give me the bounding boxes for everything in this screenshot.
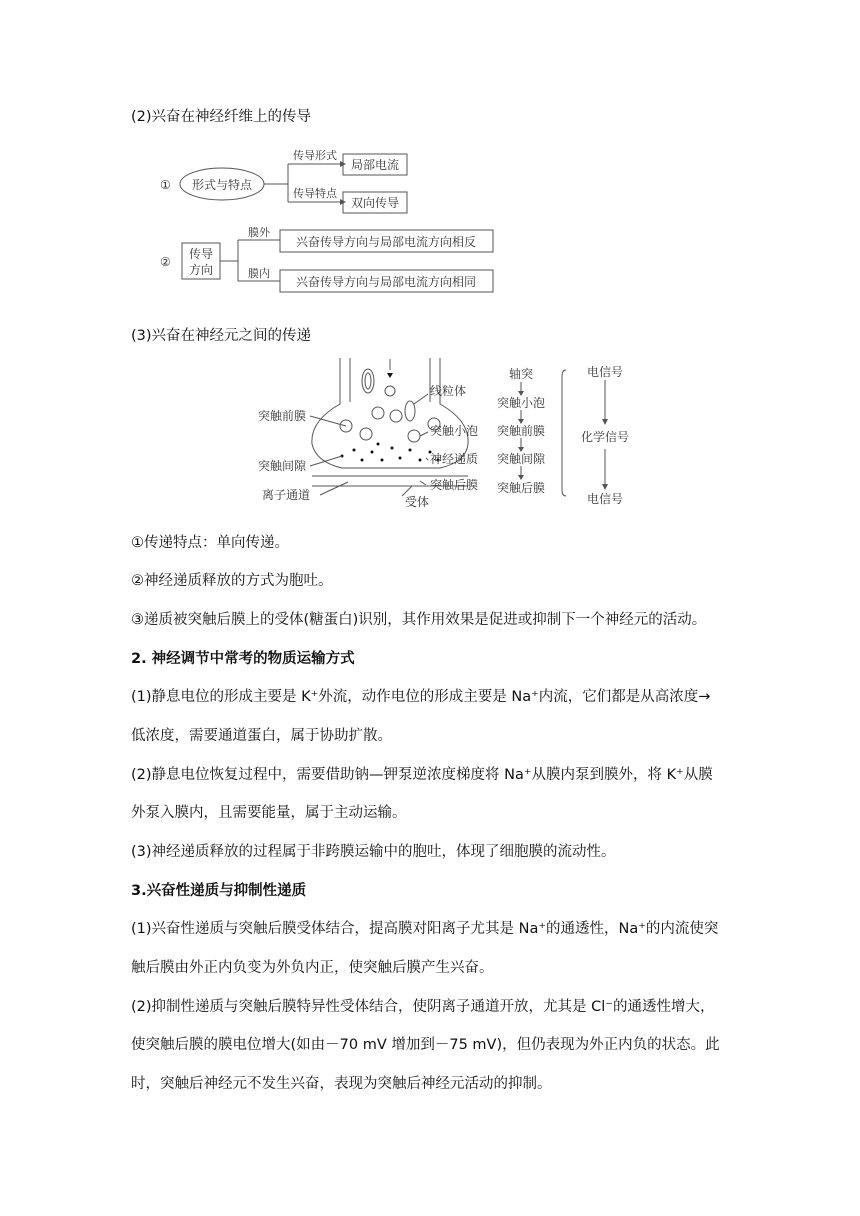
chain-postsynaptic: 突触后膜 — [496, 481, 546, 495]
diagram1-box-opposite: 兴奋传导方向与局部电流方向相反 — [295, 235, 477, 249]
diagram1-box-same: 兴奋传导方向与局部电流方向相同 — [295, 275, 477, 289]
synapse-label-presynaptic: 突触前膜 — [258, 409, 307, 423]
paragraph-trait: ①传递特点：单向传递。 — [131, 535, 289, 551]
diagram1-num-2: ② — [160, 255, 171, 269]
chain-cleft: 突触间隙 — [496, 452, 546, 466]
paragraph-receptor: ③递质被突触后膜上的受体(糖蛋白)识别，其作用效果是促进或抑制下一个神经元的活动。 — [131, 612, 707, 628]
paragraph-inhibitory-2: 使突触后膜的膜电位增大(如由－70 mV 增加到－75 mV)，但仍表现为外正内负的状态。此 — [131, 1037, 720, 1053]
synapse-label-receptor: 受体 — [405, 495, 430, 509]
diagram1-num-1: ① — [160, 178, 171, 192]
diagram1-edge-outside: 膜外 — [248, 226, 270, 239]
synapse-label-cleft: 突触间隙 — [258, 459, 307, 473]
signal-electrical-2: 电信号 — [586, 492, 624, 506]
paragraph-inhibitory-1: (2)抑制性递质与突触后膜特异性受体结合，使阴离子通道开放，尤其是 Cl⁻的通透性增大， — [131, 999, 715, 1015]
paragraph-exocytosis: ②神经递质释放的方式为胞吐。 — [131, 573, 333, 589]
synapse-label-mitochondria: 线粒体 — [430, 384, 467, 398]
chain-axon: 轴突 — [508, 367, 534, 381]
conduction-diagram — [150, 140, 510, 300]
diagram1-box-direction-l2: 方向 — [188, 263, 214, 277]
paragraph-pump-2: 外泵入膜内，且需要能量，属于主动运输。 — [131, 805, 407, 821]
section-heading-conduction: (2)兴奋在神经纤维上的传导 — [131, 109, 312, 125]
synapse-label-postsynaptic: 突触后膜 — [430, 478, 479, 492]
signal-chemical: 化学信号 — [580, 430, 630, 444]
paragraph-excitatory-1: (1)兴奋性递质与突触后膜受体结合，提高膜对阳离子尤其是 Na⁺的通透性，Na⁺的内流使突 — [131, 921, 719, 937]
diagram1-edge-form: 传导形式 — [293, 149, 337, 162]
heading-transmitters: 3.兴奋性递质与抑制性递质 — [131, 883, 307, 899]
section-heading-transmission: (3)兴奋在神经元之间的传递 — [131, 328, 312, 344]
synapse-label-neurotransmitter: 神经递质 — [430, 452, 479, 466]
diagram1-box-bidirectional: 双向传导 — [350, 196, 400, 210]
paragraph-pump-1: (2)静息电位恢复过程中，需要借助钠—钾泵逆浓度梯度将 Na⁺从膜内泵到膜外，将 K⁺从膜 — [131, 767, 713, 783]
diagram1-oval-label: 形式与特点 — [191, 178, 253, 192]
signal-electrical-1: 电信号 — [586, 365, 624, 379]
paragraph-release: (3)神经递质释放的过程属于非跨膜运输中的胞吐，体现了细胞膜的流动性。 — [131, 844, 616, 860]
paragraph-resting-2: 低浓度，需要通道蛋白，属于协助扩散。 — [131, 728, 392, 744]
diagram1-box-local-current: 局部电流 — [350, 158, 400, 172]
heading-transport: 2. 神经调节中常考的物质运输方式 — [131, 651, 355, 667]
paragraph-resting-1: (1)静息电位的形成主要是 K⁺外流，动作电位的形成主要是 Na⁺内流，它们都是从高浓度→ — [131, 689, 711, 705]
diagram1-edge-inside: 膜内 — [248, 267, 270, 280]
diagram1-edge-trait: 传导特点 — [293, 187, 337, 200]
diagram1-box-direction-l1: 传导 — [188, 247, 214, 261]
synapse-diagram — [250, 356, 650, 518]
chain-presynaptic: 突触前膜 — [496, 424, 546, 438]
synapse-label-ion-channel: 离子通道 — [262, 488, 311, 502]
paragraph-excitatory-2: 触后膜由外正内负变为外负内正，使突触后膜产生兴奋。 — [131, 960, 494, 976]
paragraph-inhibitory-3: 时，突触后神经元不发生兴奋，表现为突触后神经元活动的抑制。 — [131, 1076, 552, 1092]
synapse-label-vesicle: 突触小泡 — [430, 424, 479, 438]
chain-vesicle: 突触小泡 — [496, 396, 546, 410]
